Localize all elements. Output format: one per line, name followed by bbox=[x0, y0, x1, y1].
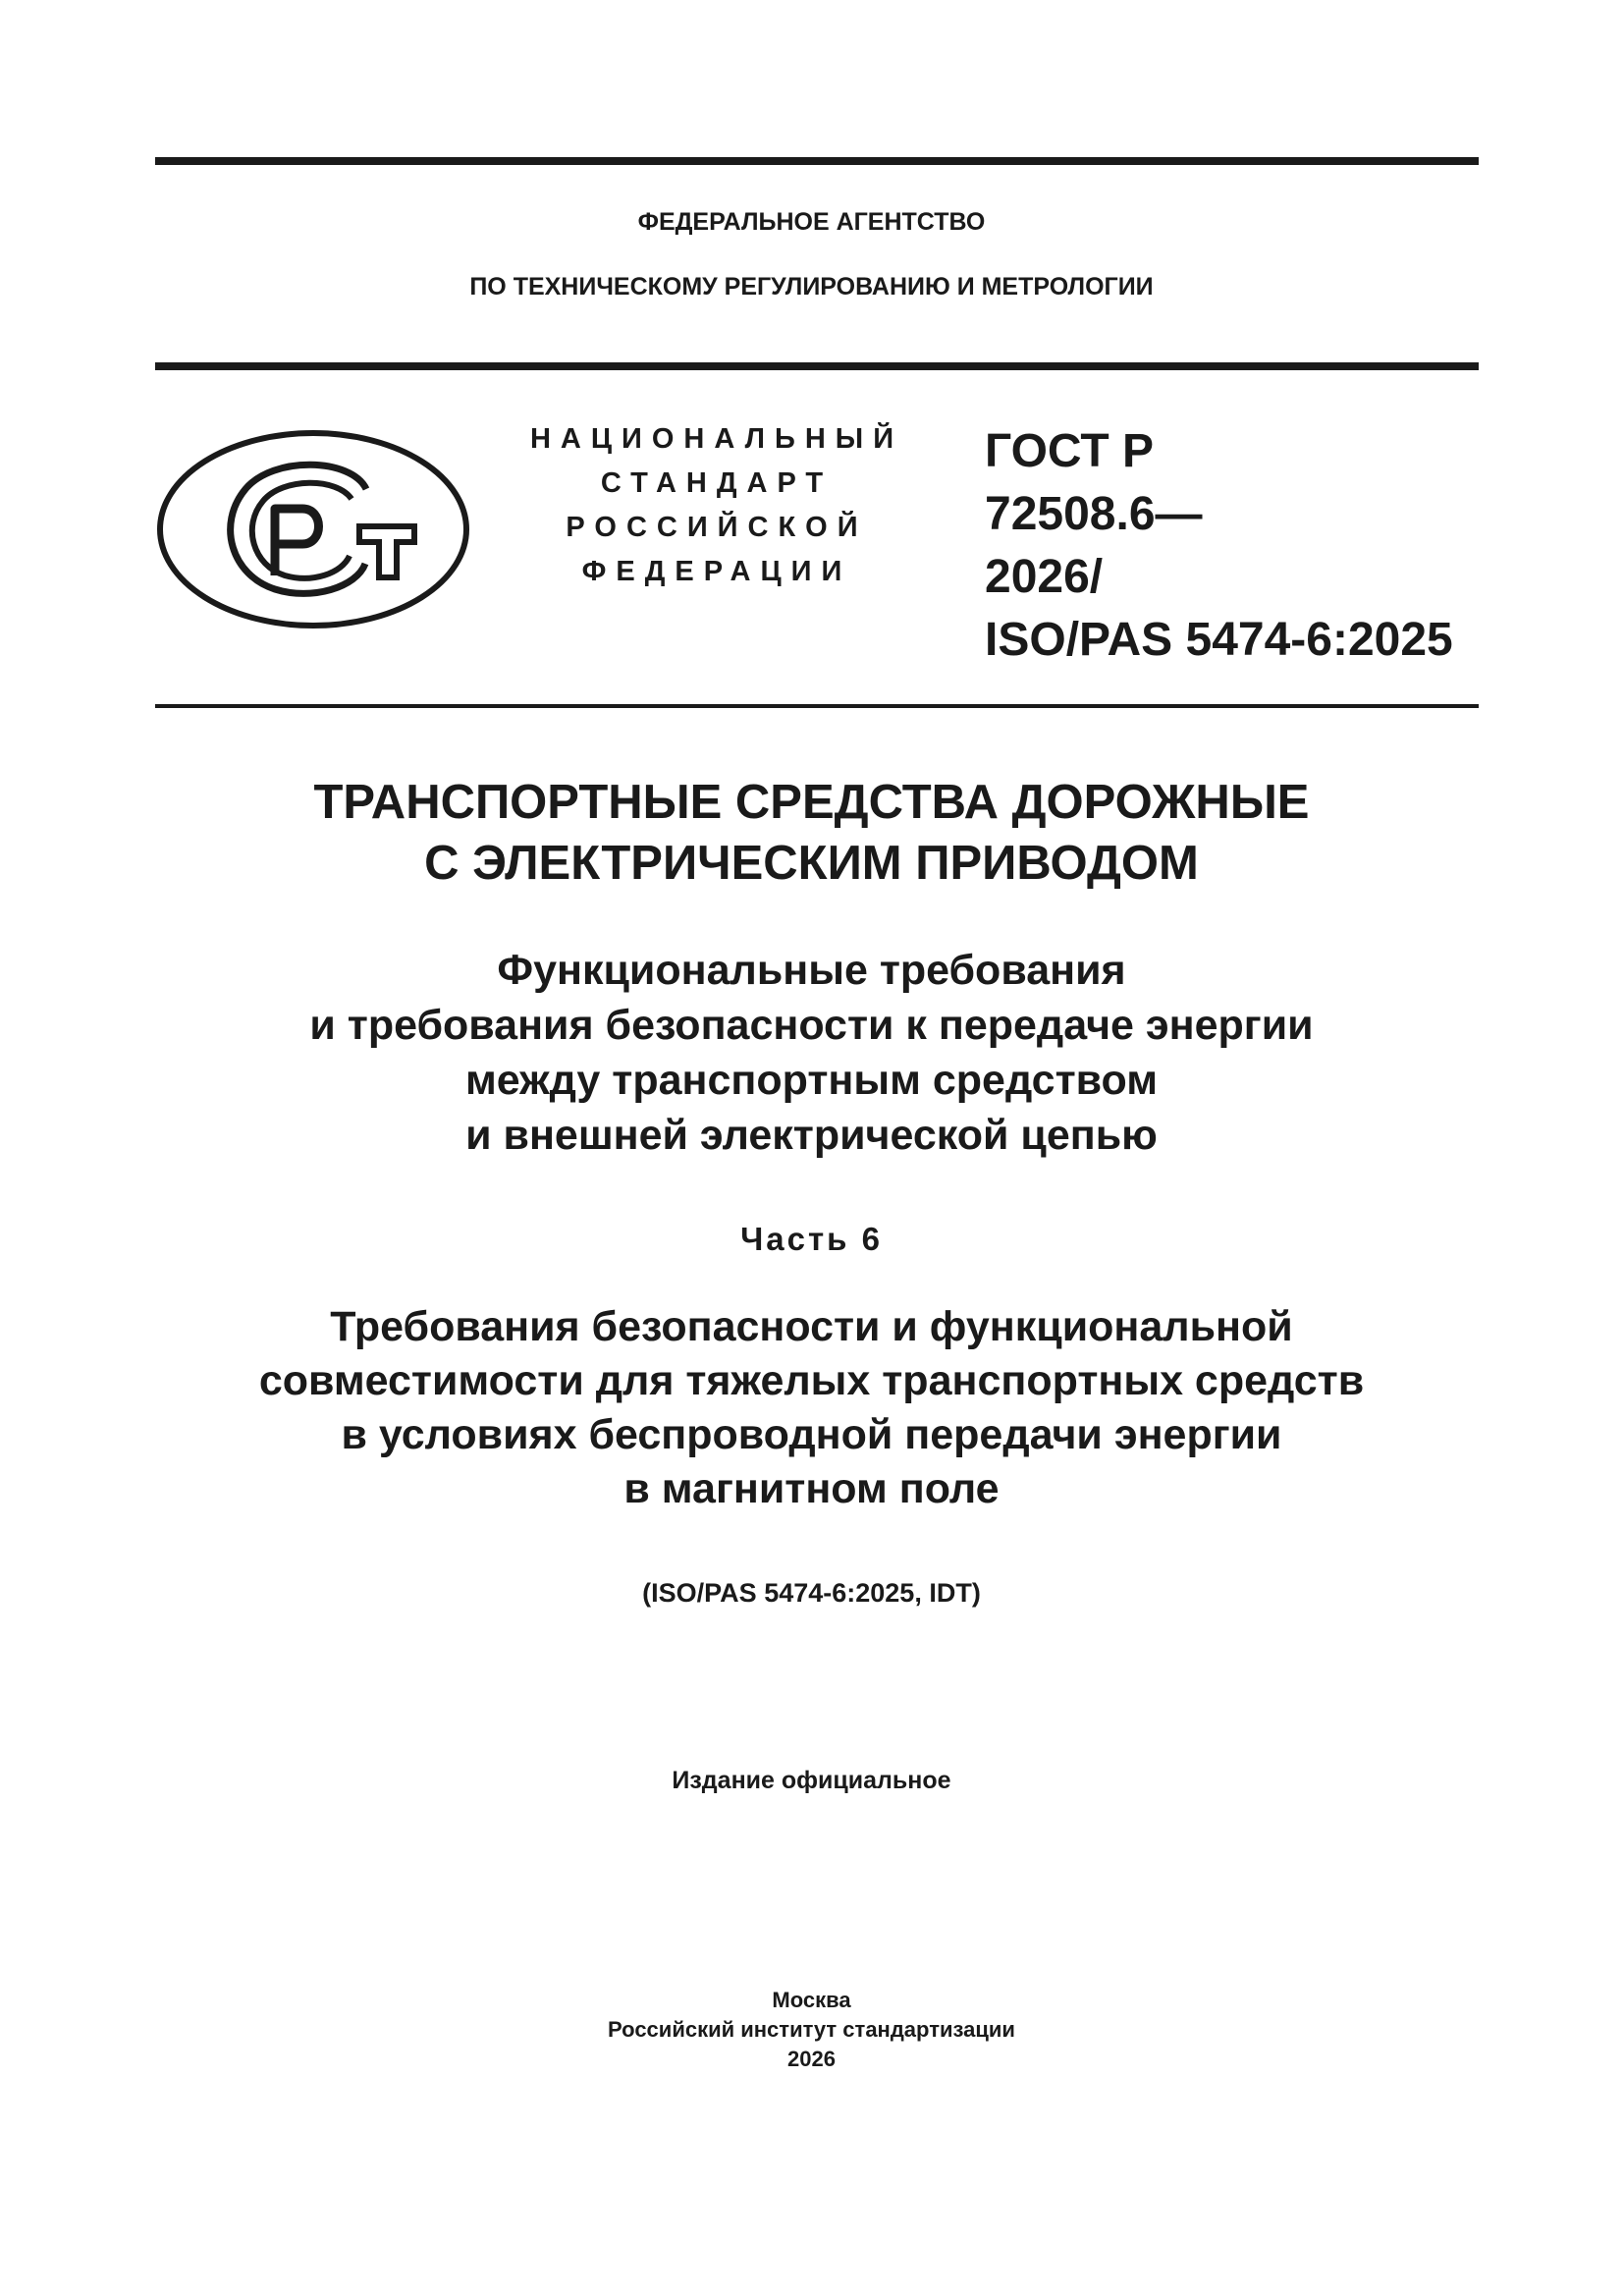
part-title-line: Требования безопасности и функциональной bbox=[330, 1303, 1293, 1350]
part-number: Часть 6 bbox=[740, 1221, 883, 1257]
subtitle-line: Функциональные требования bbox=[497, 947, 1126, 994]
subtitle-line: между транспортным средством bbox=[464, 1057, 1159, 1104]
iso-reference: (ISO/PAS 5474-6:2025, IDT) bbox=[642, 1578, 981, 1608]
agency-line-1: ФЕДЕРАЛЬНОЕ АГЕНТСТВО bbox=[637, 208, 986, 236]
main-title-line: ТРАНСПОРТНЫЕ СРЕДСТВА ДОРОЖНЫЕ bbox=[313, 776, 1310, 829]
subtitle-line: и требования безопасности к передаче энергии bbox=[309, 1002, 1314, 1049]
agency-name bbox=[0, 204, 1623, 304]
part-title-line: в магнитном поле bbox=[623, 1465, 1000, 1512]
agency-bottom-rule bbox=[155, 362, 1479, 370]
subtitle bbox=[0, 943, 1623, 1163]
gost-r-logo bbox=[155, 428, 471, 630]
part-title bbox=[0, 1300, 1623, 1516]
designation-line: ГОСТ Р bbox=[985, 425, 1155, 477]
designation-line: ISO/PAS 5474-6:2025 bbox=[985, 614, 1453, 666]
top-rule bbox=[155, 157, 1479, 165]
standard-designation bbox=[985, 420, 1495, 672]
national-standard-line: ФЕДЕРАЦИИ bbox=[581, 556, 852, 587]
imprint-city: Москва bbox=[772, 1988, 851, 2012]
agency-line-2: ПО ТЕХНИЧЕСКОМУ РЕГУЛИРОВАНИЮ И МЕТРОЛОГИИ bbox=[469, 273, 1154, 301]
main-title bbox=[0, 772, 1623, 894]
subtitle-line: и внешней электрической цепью bbox=[465, 1112, 1158, 1159]
main-title-line: С ЭЛЕКТРИЧЕСКИМ ПРИВОДОМ bbox=[424, 837, 1199, 890]
designation-line: 2026/ bbox=[985, 551, 1104, 603]
official-edition: Издание официальное bbox=[672, 1767, 951, 1794]
header-bottom-rule bbox=[155, 704, 1479, 708]
national-standard-line: РОССИЙСКОЙ bbox=[566, 512, 868, 543]
national-standard-line: НАЦИОНАЛЬНЫЙ bbox=[529, 423, 904, 455]
national-standard-label bbox=[501, 417, 933, 594]
imprint-year: 2026 bbox=[787, 2047, 836, 2071]
imprint-publisher: Российский институт стандартизации bbox=[608, 2017, 1015, 2042]
part-title-line: в условиях беспроводной передачи энергии bbox=[341, 1411, 1282, 1458]
part-title-line: совместимости для тяжелых транспортных средств bbox=[258, 1357, 1365, 1404]
imprint bbox=[0, 1986, 1623, 2074]
designation-line: 72508.6— bbox=[985, 488, 1203, 540]
national-standard-line: СТАНДАРТ bbox=[600, 467, 834, 499]
